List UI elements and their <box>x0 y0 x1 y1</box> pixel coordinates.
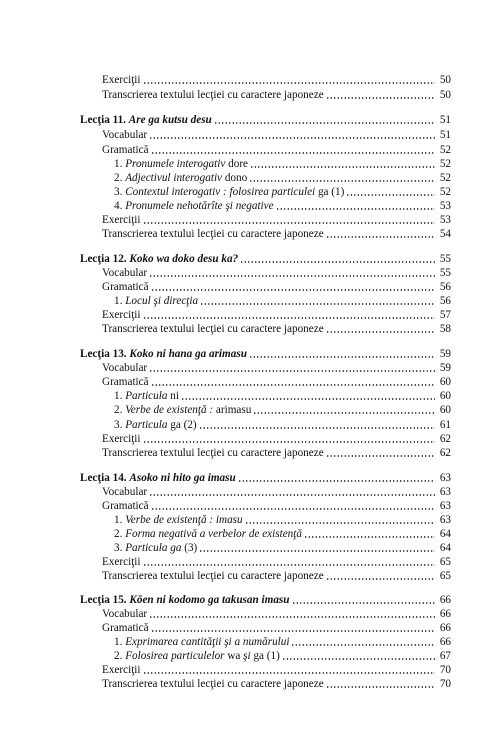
toc-entry-title <box>114 418 198 432</box>
toc-entry-title <box>102 375 150 389</box>
dot-leader <box>143 564 435 566</box>
toc-entry-title <box>114 403 252 417</box>
page-number: 61 <box>439 419 451 431</box>
page-number: 70 <box>439 678 451 690</box>
lesson-title: Koko wa doko desu ka? <box>129 253 239 265</box>
entry-tail: (1) <box>331 186 345 198</box>
toc-subentry <box>0 171 499 185</box>
toc-entry-title <box>114 527 303 541</box>
entry-label: Gramatică <box>102 144 149 156</box>
entry-label: Folosirea particulelor <box>125 650 225 662</box>
toc-entry-title <box>80 347 248 361</box>
entry-label: Vocabular <box>102 608 148 620</box>
toc-lesson-heading <box>0 471 499 485</box>
dot-leader <box>326 578 435 580</box>
subentry-number: 3. <box>114 186 123 198</box>
toc-subentry <box>0 527 499 541</box>
dot-leader <box>326 686 435 688</box>
dot-leader <box>240 261 435 263</box>
entry-label: Locul şi direcţia <box>125 295 199 307</box>
toc-entry-title <box>102 663 142 677</box>
page-number: 63 <box>439 500 451 512</box>
toc-entry-title <box>102 213 142 227</box>
page-number: 66 <box>439 636 451 648</box>
dot-leader <box>249 180 435 182</box>
subentry-number: 2. <box>114 172 123 184</box>
page-number: 53 <box>439 200 451 212</box>
entry-term: wa <box>227 650 241 662</box>
entry-label: Exerciţii <box>102 214 141 226</box>
entry-term: ga <box>317 186 329 198</box>
dot-leader <box>326 455 435 457</box>
entry-label: Vocabular <box>102 267 148 279</box>
toc-entry-title <box>102 485 148 499</box>
page-number: 59 <box>439 362 451 374</box>
dot-leader <box>199 427 435 429</box>
page-number: 56 <box>439 281 451 293</box>
lesson-number: Lecţia 12. <box>80 253 127 265</box>
toc-entry <box>0 227 499 241</box>
dot-leader <box>151 508 435 510</box>
entry-term: dore <box>228 158 249 170</box>
entry-label: Verbe de existenţă : <box>125 404 214 416</box>
page-number: 66 <box>439 622 451 634</box>
toc-entry-title <box>114 649 281 663</box>
toc-entry-title <box>114 171 248 185</box>
toc-entry-title <box>102 607 148 621</box>
toc-entry-title <box>80 471 237 485</box>
toc-entry-title <box>102 73 142 87</box>
entry-label: Verbe de existenţă : imasu <box>125 514 243 526</box>
page-number: 62 <box>439 433 451 445</box>
toc-entry-title <box>102 266 148 280</box>
toc-entry <box>0 432 499 446</box>
page-number: 67 <box>439 650 451 662</box>
toc-entry <box>0 143 499 157</box>
page-number: 60 <box>439 376 451 388</box>
lesson-number: Lecţia 15. <box>80 594 127 606</box>
page-number: 57 <box>439 309 451 321</box>
subentry-number: 1. <box>114 158 123 170</box>
entry-term: arimasu <box>215 404 252 416</box>
page-number: 63 <box>439 514 451 526</box>
toc-entry-title <box>114 294 199 308</box>
toc-subentry <box>0 649 499 663</box>
toc-entry <box>0 499 499 513</box>
page-number: 65 <box>439 556 451 568</box>
entry-term-cont: ga (1) <box>253 650 280 662</box>
dot-leader <box>276 208 435 210</box>
dot-leader <box>250 166 435 168</box>
entry-label: Particula ga <box>125 542 182 554</box>
page-number: 63 <box>439 486 451 498</box>
entry-label: Adjectivul interogativ <box>125 172 223 184</box>
entry-label: Vocabular <box>102 129 148 141</box>
entry-label: Transcrierea textului lecţiei cu caractere japoneze <box>102 570 324 582</box>
lesson-title: Asoko ni hito ga imasu <box>129 472 236 484</box>
toc-subentry <box>0 294 499 308</box>
entry-term: ga (2) <box>170 419 197 431</box>
toc-entry <box>0 677 499 691</box>
dot-leader <box>151 384 435 386</box>
toc-entry <box>0 213 499 227</box>
toc-subentry <box>0 513 499 527</box>
toc-subentry <box>0 403 499 417</box>
toc-entry-title <box>80 252 239 266</box>
page-number: 63 <box>439 472 451 484</box>
dot-leader <box>253 412 435 414</box>
toc-entry <box>0 375 499 389</box>
dot-leader <box>214 122 435 124</box>
toc-entry-title <box>102 308 142 322</box>
entry-label: Gramatică <box>102 500 149 512</box>
toc-entry-title <box>114 635 290 649</box>
subentry-number: 2. <box>114 650 123 662</box>
entry-label-cont: şi <box>243 650 251 662</box>
toc-subentry <box>0 635 499 649</box>
toc-entry-title <box>102 555 142 569</box>
entry-label: Exerciţii <box>102 74 141 86</box>
toc-entry <box>0 663 499 677</box>
dot-leader <box>346 194 435 196</box>
toc-entry <box>0 308 499 322</box>
lesson-title: Are ga kutsu desu <box>128 114 212 126</box>
page-number: 64 <box>439 528 451 540</box>
page-number: 52 <box>439 186 451 198</box>
subentry-number: 3. <box>114 419 123 431</box>
toc-entry-title <box>102 227 325 241</box>
page-number: 65 <box>439 570 451 582</box>
dot-leader <box>326 97 435 99</box>
toc-entry <box>0 88 499 102</box>
entry-label: Exerciţii <box>102 556 141 568</box>
subentry-number: 4. <box>114 200 123 212</box>
toc-entry-title <box>102 361 148 375</box>
entry-label: Gramatică <box>102 622 149 634</box>
page-number: 50 <box>439 89 451 101</box>
dot-leader <box>238 480 435 482</box>
subentry-number: 1. <box>114 636 123 648</box>
toc-entry <box>0 280 499 294</box>
toc-entry <box>0 361 499 375</box>
dot-leader <box>149 494 435 496</box>
toc-entry-title <box>102 569 325 583</box>
toc-entry <box>0 266 499 280</box>
dot-leader <box>143 82 435 84</box>
dot-leader <box>143 672 435 674</box>
entry-label: Transcrierea textului lecţiei cu caractere japoneze <box>102 678 324 690</box>
entry-term: ni <box>170 390 179 402</box>
page-number: 66 <box>439 594 451 606</box>
dot-leader <box>149 370 435 372</box>
toc-subentry <box>0 199 499 213</box>
page-number: 55 <box>439 267 451 279</box>
toc-entry <box>0 569 499 583</box>
lesson-number: Lecţia 14. <box>80 472 127 484</box>
toc-entry-title <box>102 322 325 336</box>
lesson-title: Kōen ni kodomo ga takusan imasu <box>129 594 290 606</box>
dot-leader <box>326 236 435 238</box>
dot-leader <box>149 137 435 139</box>
page-number: 62 <box>439 447 451 459</box>
dot-leader <box>143 441 435 443</box>
toc-entry-title <box>102 621 150 635</box>
subentry-number: 1. <box>114 514 123 526</box>
entry-label: Vocabular <box>102 362 148 374</box>
toc-lesson-heading <box>0 113 499 127</box>
toc-entry-title <box>80 113 213 127</box>
lesson-title: Koko ni hana ga arimasu <box>129 348 247 360</box>
toc-entry-title <box>114 199 275 213</box>
dot-leader <box>326 331 435 333</box>
subentry-number: 2. <box>114 404 123 416</box>
entry-term: (3) <box>184 542 198 554</box>
entry-term: dono <box>224 172 248 184</box>
toc-lesson-heading <box>0 347 499 361</box>
toc-entry-title <box>102 432 142 446</box>
dot-leader <box>249 356 435 358</box>
toc-entry <box>0 73 499 87</box>
entry-label: Transcrierea textului lecţiei cu caractere japoneze <box>102 323 324 335</box>
subentry-number: 3. <box>114 542 123 554</box>
toc-entry <box>0 621 499 635</box>
entry-label: Transcrierea textului lecţiei cu caractere japoneze <box>102 228 324 240</box>
entry-label: Pronumele interogativ <box>125 158 226 170</box>
entry-label: Exprimarea cantităţii şi a numărului <box>125 636 290 648</box>
subentry-number: 1. <box>114 390 123 402</box>
entry-label: Transcrierea textului lecţiei cu caractere japoneze <box>102 447 324 459</box>
toc-entry-title <box>102 499 150 513</box>
entry-label: Exerciţii <box>102 309 141 321</box>
page-number: 51 <box>439 129 451 141</box>
dot-leader <box>149 275 435 277</box>
toc-entry-title <box>102 446 325 460</box>
dot-leader <box>143 222 435 224</box>
dot-leader <box>199 550 435 552</box>
dot-leader <box>151 630 435 632</box>
page-number: 60 <box>439 404 451 416</box>
entry-label: Exerciţii <box>102 664 141 676</box>
toc-lesson-heading <box>0 593 499 607</box>
entry-label: Vocabular <box>102 486 148 498</box>
toc-entry <box>0 322 499 336</box>
dot-leader <box>181 398 435 400</box>
dot-leader <box>292 602 435 604</box>
lesson-number: Lecţia 11. <box>80 114 126 126</box>
toc-entry-title <box>114 157 249 171</box>
entry-label: Transcrierea textului lecţiei cu caractere japoneze <box>102 89 324 101</box>
toc-entry <box>0 128 499 142</box>
toc-entry-title <box>114 389 180 403</box>
toc-entry-title <box>102 280 150 294</box>
toc-lesson-heading <box>0 252 499 266</box>
entry-label: Particula <box>125 390 168 402</box>
toc-entry-title <box>102 88 325 102</box>
toc-entry-title <box>114 185 345 199</box>
toc-entry-title <box>114 513 244 527</box>
subentry-number: 2. <box>114 528 123 540</box>
dot-leader <box>282 658 435 660</box>
toc-subentry <box>0 389 499 403</box>
toc-subentry <box>0 418 499 432</box>
page-number: 51 <box>439 114 451 126</box>
dot-leader <box>304 536 435 538</box>
dot-leader <box>143 317 435 319</box>
page-number: 59 <box>439 348 451 360</box>
subentry-number: 1. <box>114 295 123 307</box>
dot-leader <box>151 152 435 154</box>
toc-entry <box>0 485 499 499</box>
page-number: 55 <box>439 253 451 265</box>
dot-leader <box>291 644 435 646</box>
page-number: 52 <box>439 144 451 156</box>
toc-entry <box>0 446 499 460</box>
page-number: 66 <box>439 608 451 620</box>
toc-entry <box>0 555 499 569</box>
page-number: 56 <box>439 295 451 307</box>
page-number: 52 <box>439 158 451 170</box>
toc-entry <box>0 607 499 621</box>
toc-subentry <box>0 185 499 199</box>
toc-entry-title <box>102 128 148 142</box>
entry-label: Pronumele nehotărîte şi negative <box>125 200 274 212</box>
page-number: 58 <box>439 323 451 335</box>
page-number: 50 <box>439 74 451 86</box>
dot-leader <box>149 616 435 618</box>
dot-leader <box>245 522 435 524</box>
entry-label: Particula <box>125 419 168 431</box>
entry-label: Gramatică <box>102 376 149 388</box>
toc-entry-title <box>102 143 150 157</box>
lesson-number: Lecţia 13. <box>80 348 127 360</box>
page-number: 64 <box>439 542 451 554</box>
toc-subentry <box>0 541 499 555</box>
dot-leader <box>151 289 435 291</box>
entry-label: Contextul interogativ : folosirea particulei <box>125 186 316 198</box>
toc-entry-title <box>80 593 291 607</box>
entry-label: Gramatică <box>102 281 149 293</box>
entry-label: Forma negativă a verbelor de existenţă <box>125 528 302 540</box>
page-number: 52 <box>439 172 451 184</box>
page-number: 54 <box>439 228 451 240</box>
toc-entry-title <box>114 541 198 555</box>
page-number: 70 <box>439 664 451 676</box>
entry-label: Exerciţii <box>102 433 141 445</box>
dot-leader <box>200 303 435 305</box>
toc-entry-title <box>102 677 325 691</box>
page-number: 60 <box>439 390 451 402</box>
page-number: 53 <box>439 214 451 226</box>
toc-subentry <box>0 157 499 171</box>
